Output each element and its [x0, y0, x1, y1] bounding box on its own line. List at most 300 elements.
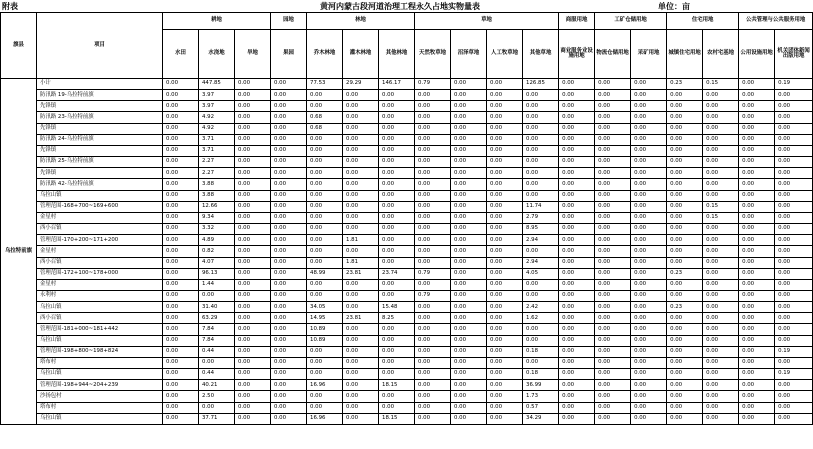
value-cell: 0.00 — [415, 201, 451, 212]
value-cell: 0.00 — [595, 224, 631, 235]
value-cell: 0.00 — [379, 212, 415, 223]
value-cell: 0.00 — [271, 235, 307, 246]
value-cell: 0.00 — [667, 290, 703, 301]
value-cell: 4.07 — [199, 257, 235, 268]
value-cell: 10.89 — [307, 324, 343, 335]
value-cell: 0.00 — [451, 369, 487, 380]
value-cell: 0.00 — [163, 224, 199, 235]
value-cell: 0.00 — [739, 123, 775, 134]
value-cell: 0.00 — [595, 268, 631, 279]
value-cell: 7.84 — [199, 324, 235, 335]
value-cell: 0.00 — [739, 179, 775, 190]
value-cell: 0.00 — [595, 391, 631, 402]
project-cell: 防汛路 23-乌拉特前旗 — [37, 112, 163, 123]
value-cell: 0.00 — [451, 168, 487, 179]
value-cell: 0.00 — [235, 101, 271, 112]
value-cell: 0.00 — [379, 324, 415, 335]
banner-name-cell: 乌拉特前旗 — [1, 79, 37, 425]
value-cell: 0.00 — [631, 391, 667, 402]
value-cell: 0.00 — [199, 290, 235, 301]
value-cell: 0.00 — [703, 246, 739, 257]
project-cell: 乌拉山镇 — [37, 413, 163, 424]
value-cell: 0.00 — [739, 145, 775, 156]
value-cell: 0.00 — [307, 201, 343, 212]
value-cell: 0.00 — [703, 335, 739, 346]
value-cell: 0.00 — [487, 324, 523, 335]
value-cell: 0.00 — [163, 335, 199, 346]
value-cell: 0.00 — [271, 168, 307, 179]
value-cell: 0.00 — [703, 101, 739, 112]
value-cell: 0.00 — [595, 335, 631, 346]
table-row — [1, 190, 813, 201]
value-cell: 0.00 — [775, 313, 813, 324]
value-cell: 0.00 — [343, 101, 379, 112]
value-cell: 0.19 — [775, 369, 813, 380]
value-cell: 0.00 — [235, 246, 271, 257]
header-subcolumn: 水田 — [163, 30, 199, 79]
value-cell: 0.00 — [343, 134, 379, 145]
value-cell: 0.00 — [595, 246, 631, 257]
value-cell: 0.23 — [667, 268, 703, 279]
value-cell: 0.00 — [235, 112, 271, 123]
value-cell: 0.00 — [775, 279, 813, 290]
value-cell: 0.00 — [415, 134, 451, 145]
value-cell: 1.81 — [343, 235, 379, 246]
value-cell: 0.00 — [667, 224, 703, 235]
value-cell: 0.00 — [487, 112, 523, 123]
value-cell: 0.00 — [703, 290, 739, 301]
value-cell: 0.00 — [451, 402, 487, 413]
value-cell: 0.00 — [271, 224, 307, 235]
value-cell: 0.00 — [235, 391, 271, 402]
value-cell: 0.00 — [343, 391, 379, 402]
value-cell: 0.00 — [415, 346, 451, 357]
value-cell: 0.00 — [559, 79, 595, 90]
land-occupation-table — [0, 12, 813, 425]
value-cell: 0.00 — [199, 402, 235, 413]
value-cell: 0.00 — [595, 324, 631, 335]
value-cell: 2.42 — [523, 302, 559, 313]
value-cell: 2.79 — [523, 212, 559, 223]
table-row — [1, 212, 813, 223]
value-cell: 0.00 — [451, 112, 487, 123]
value-cell: 1.44 — [199, 279, 235, 290]
value-cell: 0.00 — [271, 157, 307, 168]
value-cell: 0.00 — [271, 357, 307, 368]
value-cell: 0.00 — [271, 402, 307, 413]
value-cell: 0.00 — [739, 112, 775, 123]
value-cell: 3.97 — [199, 90, 235, 101]
value-cell: 77.53 — [307, 79, 343, 90]
value-cell: 0.00 — [775, 391, 813, 402]
value-cell: 0.00 — [595, 380, 631, 391]
value-cell: 0.00 — [559, 212, 595, 223]
value-cell: 0.00 — [523, 168, 559, 179]
value-cell: 0.00 — [163, 168, 199, 179]
value-cell: 23.81 — [343, 268, 379, 279]
value-cell: 0.00 — [415, 224, 451, 235]
value-cell: 0.00 — [631, 157, 667, 168]
value-cell: 0.00 — [343, 145, 379, 156]
value-cell: 0.00 — [271, 90, 307, 101]
value-cell: 0.00 — [523, 123, 559, 134]
value-cell: 96.13 — [199, 268, 235, 279]
value-cell: 0.00 — [307, 235, 343, 246]
value-cell: 0.00 — [451, 179, 487, 190]
value-cell: 3.32 — [199, 224, 235, 235]
annex-label: 附表 — [2, 2, 18, 11]
value-cell: 0.00 — [631, 413, 667, 424]
table-row — [1, 79, 813, 90]
value-cell: 0.00 — [739, 157, 775, 168]
value-cell: 0.00 — [379, 145, 415, 156]
value-cell: 0.00 — [235, 380, 271, 391]
table-row — [1, 168, 813, 179]
value-cell: 0.00 — [559, 357, 595, 368]
value-cell: 0.00 — [775, 246, 813, 257]
value-cell: 0.00 — [163, 79, 199, 90]
value-cell: 0.00 — [559, 157, 595, 168]
value-cell: 0.00 — [379, 123, 415, 134]
value-cell: 0.00 — [523, 112, 559, 123]
value-cell: 0.00 — [415, 257, 451, 268]
value-cell: 0.00 — [559, 134, 595, 145]
value-cell: 0.00 — [343, 413, 379, 424]
value-cell: 0.00 — [775, 190, 813, 201]
value-cell: 0.00 — [271, 212, 307, 223]
project-cell: 小计 — [37, 79, 163, 90]
value-cell: 0.00 — [775, 145, 813, 156]
value-cell: 0.00 — [775, 413, 813, 424]
value-cell: 0.00 — [703, 123, 739, 134]
value-cell: 0.00 — [667, 257, 703, 268]
value-cell: 0.00 — [307, 212, 343, 223]
header-subcolumn: 物流仓储用地 — [595, 30, 631, 79]
value-cell: 0.00 — [775, 324, 813, 335]
value-cell: 0.00 — [487, 369, 523, 380]
value-cell: 0.00 — [559, 380, 595, 391]
project-cell: 管理范围-181+000~181+442 — [37, 324, 163, 335]
value-cell: 0.00 — [415, 190, 451, 201]
value-cell: 0.00 — [379, 357, 415, 368]
value-cell: 0.00 — [271, 179, 307, 190]
value-cell: 0.15 — [703, 201, 739, 212]
table-row — [1, 235, 813, 246]
value-cell: 8.25 — [379, 313, 415, 324]
value-cell: 0.44 — [199, 346, 235, 357]
value-cell: 23.81 — [343, 313, 379, 324]
value-cell: 0.00 — [775, 268, 813, 279]
header-subcolumn: 人工牧草地 — [487, 30, 523, 79]
value-cell: 0.00 — [559, 90, 595, 101]
value-cell: 0.00 — [163, 134, 199, 145]
value-cell: 0.00 — [595, 235, 631, 246]
value-cell: 0.00 — [379, 134, 415, 145]
value-cell: 0.00 — [595, 79, 631, 90]
value-cell: 0.00 — [451, 413, 487, 424]
table-row — [1, 369, 813, 380]
value-cell: 0.00 — [595, 257, 631, 268]
table-row — [1, 268, 813, 279]
value-cell: 4.92 — [199, 112, 235, 123]
value-cell: 0.00 — [379, 346, 415, 357]
value-cell: 0.00 — [667, 179, 703, 190]
value-cell: 0.00 — [667, 101, 703, 112]
value-cell: 0.00 — [559, 268, 595, 279]
value-cell: 0.00 — [163, 279, 199, 290]
value-cell: 0.00 — [703, 357, 739, 368]
value-cell: 0.00 — [451, 101, 487, 112]
value-cell: 11.74 — [523, 201, 559, 212]
value-cell: 0.00 — [379, 101, 415, 112]
value-cell: 0.00 — [667, 212, 703, 223]
value-cell: 0.00 — [559, 190, 595, 201]
value-cell: 29.29 — [343, 79, 379, 90]
value-cell: 0.00 — [667, 112, 703, 123]
value-cell: 0.00 — [271, 112, 307, 123]
value-cell: 0.00 — [775, 380, 813, 391]
value-cell: 0.00 — [379, 335, 415, 346]
value-cell: 0.00 — [307, 402, 343, 413]
value-cell: 0.44 — [199, 369, 235, 380]
header-project: 项目 — [37, 13, 163, 79]
value-cell: 0.00 — [487, 302, 523, 313]
value-cell: 0.00 — [559, 168, 595, 179]
value-cell: 0.00 — [595, 123, 631, 134]
value-cell: 0.00 — [163, 290, 199, 301]
value-cell: 0.00 — [379, 224, 415, 235]
value-cell: 0.00 — [415, 313, 451, 324]
header-row-groups — [1, 13, 813, 30]
value-cell: 0.00 — [379, 402, 415, 413]
project-cell: 西小召镇 — [37, 313, 163, 324]
value-cell: 0.00 — [343, 112, 379, 123]
value-cell: 0.00 — [379, 112, 415, 123]
value-cell: 0.00 — [271, 290, 307, 301]
value-cell: 0.00 — [163, 101, 199, 112]
value-cell: 0.00 — [703, 324, 739, 335]
value-cell: 0.00 — [487, 123, 523, 134]
value-cell: 0.00 — [775, 335, 813, 346]
value-cell: 0.00 — [775, 357, 813, 368]
value-cell: 0.00 — [235, 324, 271, 335]
value-cell: 0.00 — [631, 224, 667, 235]
value-cell: 447.85 — [199, 79, 235, 90]
value-cell: 0.00 — [235, 346, 271, 357]
value-cell: 0.00 — [415, 157, 451, 168]
value-cell: 0.00 — [523, 246, 559, 257]
value-cell: 0.00 — [559, 324, 595, 335]
value-cell: 0.00 — [379, 179, 415, 190]
table-row — [1, 290, 813, 301]
header-subcolumn: 采矿用地 — [631, 30, 667, 79]
value-cell: 0.00 — [163, 380, 199, 391]
value-cell: 0.00 — [595, 157, 631, 168]
table-row — [1, 413, 813, 424]
value-cell: 0.00 — [451, 257, 487, 268]
value-cell: 0.00 — [739, 302, 775, 313]
value-cell: 16.96 — [307, 380, 343, 391]
value-cell: 0.00 — [343, 380, 379, 391]
value-cell: 0.00 — [523, 101, 559, 112]
table-row — [1, 279, 813, 290]
project-cell: 先锋镇 — [37, 101, 163, 112]
value-cell: 0.00 — [379, 257, 415, 268]
project-cell: 先锋镇 — [37, 123, 163, 134]
value-cell: 0.00 — [343, 369, 379, 380]
value-cell: 0.00 — [235, 279, 271, 290]
value-cell: 0.00 — [235, 201, 271, 212]
value-cell: 0.00 — [163, 145, 199, 156]
value-cell: 0.00 — [739, 402, 775, 413]
value-cell: 0.00 — [559, 335, 595, 346]
value-cell: 0.00 — [487, 201, 523, 212]
value-cell: 0.00 — [523, 179, 559, 190]
value-cell: 0.00 — [523, 335, 559, 346]
value-cell: 0.00 — [595, 112, 631, 123]
value-cell: 0.00 — [163, 302, 199, 313]
table-row — [1, 101, 813, 112]
value-cell: 0.00 — [271, 246, 307, 257]
project-cell: 先锋镇 — [37, 145, 163, 156]
project-cell: 乌拉山镇 — [37, 190, 163, 201]
value-cell: 0.00 — [667, 313, 703, 324]
value-cell: 0.00 — [667, 145, 703, 156]
value-cell: 0.00 — [415, 357, 451, 368]
table-body — [1, 79, 813, 425]
value-cell: 0.00 — [775, 235, 813, 246]
value-cell: 0.00 — [307, 101, 343, 112]
value-cell: 37.71 — [199, 413, 235, 424]
value-cell: 146.17 — [379, 79, 415, 90]
value-cell: 0.00 — [451, 90, 487, 101]
value-cell: 0.00 — [631, 145, 667, 156]
value-cell: 0.00 — [523, 157, 559, 168]
value-cell: 0.00 — [271, 391, 307, 402]
value-cell: 0.00 — [307, 290, 343, 301]
value-cell: 0.00 — [595, 290, 631, 301]
header-subcolumn: 灌木林地 — [343, 30, 379, 79]
value-cell: 0.00 — [739, 257, 775, 268]
value-cell: 0.00 — [703, 224, 739, 235]
value-cell: 0.00 — [487, 90, 523, 101]
value-cell: 0.00 — [415, 145, 451, 156]
header-group-forest: 林地 — [307, 13, 415, 30]
value-cell: 0.00 — [739, 168, 775, 179]
value-cell: 0.00 — [307, 190, 343, 201]
value-cell: 7.84 — [199, 335, 235, 346]
value-cell: 0.00 — [235, 335, 271, 346]
value-cell: 34.05 — [307, 302, 343, 313]
project-cell: 管理范围-168+700~169+600 — [37, 201, 163, 212]
value-cell: 0.00 — [703, 90, 739, 101]
value-cell: 0.00 — [775, 224, 813, 235]
value-cell: 12.66 — [199, 201, 235, 212]
value-cell: 0.00 — [235, 402, 271, 413]
project-cell: 沙扬包村 — [37, 391, 163, 402]
value-cell: 0.00 — [631, 123, 667, 134]
value-cell: 0.00 — [595, 101, 631, 112]
header-subcolumn: 沼泽草地 — [451, 30, 487, 79]
value-cell: 0.00 — [595, 279, 631, 290]
value-cell: 0.00 — [163, 123, 199, 134]
value-cell: 0.00 — [631, 335, 667, 346]
value-cell: 0.23 — [667, 302, 703, 313]
value-cell: 0.00 — [487, 224, 523, 235]
value-cell: 0.00 — [271, 346, 307, 357]
value-cell: 0.00 — [163, 413, 199, 424]
value-cell: 0.00 — [343, 179, 379, 190]
project-cell: 金星村 — [37, 279, 163, 290]
value-cell: 0.00 — [415, 335, 451, 346]
value-cell: 0.00 — [379, 168, 415, 179]
value-cell: 0.00 — [235, 168, 271, 179]
value-cell: 0.00 — [307, 357, 343, 368]
value-cell: 0.00 — [595, 346, 631, 357]
value-cell: 0.00 — [667, 90, 703, 101]
value-cell: 0.00 — [487, 145, 523, 156]
value-cell: 0.00 — [739, 357, 775, 368]
value-cell: 0.00 — [631, 212, 667, 223]
header-subcolumn: 水浇地 — [199, 30, 235, 79]
value-cell: 0.00 — [487, 380, 523, 391]
value-cell: 0.00 — [451, 79, 487, 90]
unit-label: 单位：亩 — [658, 2, 690, 11]
project-cell: 乌拉山镇 — [37, 369, 163, 380]
value-cell: 0.57 — [523, 402, 559, 413]
value-cell: 0.00 — [271, 79, 307, 90]
value-cell: 0.00 — [271, 123, 307, 134]
value-cell: 0.00 — [739, 313, 775, 324]
project-cell: 乌拉山镇 — [37, 335, 163, 346]
value-cell: 0.00 — [703, 268, 739, 279]
header-subcolumn: 公用设施用地 — [739, 30, 775, 79]
value-cell: 0.00 — [559, 224, 595, 235]
value-cell: 0.00 — [271, 145, 307, 156]
table-row — [1, 257, 813, 268]
value-cell: 0.00 — [739, 246, 775, 257]
value-cell: 0.00 — [703, 157, 739, 168]
value-cell: 0.00 — [667, 357, 703, 368]
value-cell: 0.00 — [451, 235, 487, 246]
value-cell: 0.00 — [235, 134, 271, 145]
value-cell: 0.00 — [595, 168, 631, 179]
value-cell: 0.00 — [523, 145, 559, 156]
value-cell: 0.00 — [487, 346, 523, 357]
value-cell: 0.00 — [415, 179, 451, 190]
value-cell: 0.00 — [451, 123, 487, 134]
value-cell: 2.27 — [199, 157, 235, 168]
value-cell: 0.00 — [559, 246, 595, 257]
value-cell: 0.00 — [775, 257, 813, 268]
value-cell: 0.00 — [235, 257, 271, 268]
value-cell: 0.23 — [667, 79, 703, 90]
value-cell: 0.00 — [487, 357, 523, 368]
value-cell: 0.00 — [631, 179, 667, 190]
value-cell: 34.29 — [523, 413, 559, 424]
value-cell: 0.00 — [739, 290, 775, 301]
value-cell: 0.00 — [775, 90, 813, 101]
value-cell: 3.71 — [199, 145, 235, 156]
value-cell: 0.00 — [487, 279, 523, 290]
value-cell: 0.00 — [235, 179, 271, 190]
value-cell: 0.00 — [703, 369, 739, 380]
value-cell: 0.00 — [667, 190, 703, 201]
value-cell: 0.00 — [451, 201, 487, 212]
table-row — [1, 380, 813, 391]
value-cell: 0.00 — [559, 201, 595, 212]
value-cell: 0.00 — [271, 201, 307, 212]
